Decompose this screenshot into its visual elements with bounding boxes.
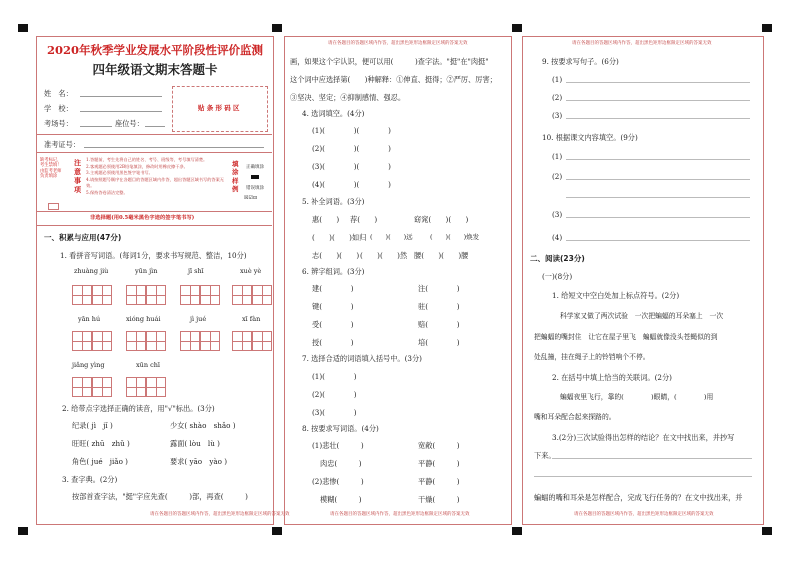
registration-mark: [18, 24, 28, 32]
q6-blank[interactable]: 受( ): [312, 320, 354, 329]
bottom-notice: 请在各题目的答题区域内作答，超出黑色矩形边框限定区域的答案无效: [330, 512, 470, 517]
q6-blank[interactable]: 键( ): [312, 302, 354, 311]
note-line: 2.客观题必须使用2B铅笔填涂，修改时用橡皮擦干净。: [86, 163, 188, 169]
r3-prompt: 3.(2分)三次试验得出怎样的结论？在文中找出来，并抄写: [552, 433, 735, 442]
pinyin: xióng huái: [126, 315, 161, 323]
q6-prompt: 6. 辨字组词。(3分): [302, 267, 365, 276]
registration-mark: [18, 527, 28, 535]
bottom-notice: 请在各题目的答题区域内作答，超出黑色矩形边框限定区域的答案无效: [150, 512, 290, 517]
q2-item[interactable]: 少女( shào shǎo ): [170, 421, 236, 430]
q5-blank[interactable]: 荐( ): [350, 215, 378, 224]
divider: [36, 225, 272, 226]
top-notice: 请在各题目的答题区域内作答，超出黑色矩形边框限定区域的答案无效: [328, 41, 468, 46]
q3-continued: ③坚决、坚定；④抑制感情、强忍。: [290, 93, 406, 102]
q7-prompt: 7. 选择合适的词语填入括号中。(3分): [302, 354, 422, 363]
writing-grid[interactable]: [252, 331, 272, 351]
registration-mark: [762, 24, 772, 32]
barcode-label: 贴 条 形 码 区: [198, 104, 240, 112]
registration-mark: [512, 24, 522, 32]
notes-label: 注意事项: [74, 158, 81, 195]
q4-prompt: 4. 选词填空。(4分): [302, 109, 365, 118]
q7-blank[interactable]: (1)( ): [312, 372, 357, 381]
q2-item[interactable]: 角色( jué jiǎo ): [72, 457, 128, 466]
note-line: 1.答题前，考生先将自己的姓名、考号、班级等，考号填写清楚。: [86, 157, 208, 162]
writing-grid[interactable]: [92, 285, 112, 305]
registration-mark: [512, 527, 522, 535]
wrong-fill-label: 错误填涂: [246, 186, 264, 191]
writing-grid[interactable]: [232, 285, 252, 305]
q7-blank[interactable]: (2)( ): [312, 390, 357, 399]
reading-part1: (一)(8分): [542, 272, 573, 281]
passage-line[interactable]: 蝙蝠夜里飞行，靠的( )眼睛，( )用: [560, 393, 714, 401]
q5-blank[interactable]: 惠( ): [312, 215, 340, 224]
note-line: 5.保持答卷清洁完整。: [86, 189, 128, 195]
q6-blank[interactable]: 注( ): [418, 284, 460, 293]
name-label: 姓 名：: [44, 89, 73, 98]
q8-blank[interactable]: (2)悲惨( ): [312, 477, 364, 486]
q8-blank[interactable]: 宽敞( ): [418, 441, 460, 450]
passage-line: 科学家又做了两次试验 一次把蝙蝠的耳朵塞上 一次: [560, 312, 724, 320]
r1-prompt: 1. 给短文中空白处加上标点符号。(2分): [552, 291, 680, 300]
q3-prompt: 3. 查字典。(2分): [62, 475, 118, 484]
q8-blank[interactable]: 模糊( ): [320, 495, 362, 504]
q6-blank[interactable]: 培( ): [418, 338, 460, 347]
pinyin: yān hú: [78, 315, 101, 323]
sheet-title: 四年级语文期末答题卡: [92, 62, 218, 77]
section-accumulation: 一、积累与应用(47分): [44, 233, 122, 242]
answer-index: (4): [552, 233, 563, 242]
answer-index: (2): [552, 172, 563, 181]
q6-blank[interactable]: 驻( ): [418, 302, 460, 311]
q3-continued: 画，如果这个字认识，便可以用( )查字法。"挺"在"肉挺": [290, 57, 489, 66]
section-reading: 二、阅读(23分): [530, 254, 585, 263]
answer-line[interactable]: [566, 82, 750, 83]
notes-list: [86, 157, 226, 196]
r4-prompt: 蝙蝠的嘴和耳朵是怎样配合，完成飞行任务的？在文中找出来，并: [534, 493, 743, 502]
writing-grid[interactable]: [126, 331, 146, 351]
ticket-field[interactable]: [84, 147, 264, 148]
answer-index: (3): [552, 210, 563, 219]
q8-blank[interactable]: 平静( ): [418, 459, 460, 468]
q10-prompt: 10. 根据课文内容填空。(9分): [542, 133, 638, 142]
q8-blank[interactable]: 干燥( ): [418, 495, 460, 504]
answer-line[interactable]: [566, 118, 750, 119]
q8-blank[interactable]: (1)悲壮( ): [312, 441, 364, 450]
bottom-notice: 请在各题目的答题区域内作答，超出黑色矩形边框限定区域的答案无效: [574, 512, 714, 517]
non-choice-banner: 非选择题(用0.5毫米黑色字迹的签字笔书写): [90, 215, 195, 221]
writing-grid[interactable]: [72, 331, 92, 351]
pinyin: xūn chī: [136, 361, 161, 369]
q2-item[interactable]: 要求( yāo yào ): [170, 457, 228, 466]
pinyin: jī shī: [188, 267, 204, 275]
q8-blank[interactable]: 肉忠( ): [320, 459, 362, 468]
answer-line[interactable]: [534, 476, 752, 477]
answer-line[interactable]: [566, 179, 750, 180]
q4-blank[interactable]: (1)( )( ): [312, 126, 391, 135]
r3-prompt-cont: 下来。: [534, 451, 556, 460]
q5-blank[interactable]: 腰( )( )腰: [414, 251, 469, 260]
q3-continued: 这个词中应选择第( )种解释：①伸直、挺得；②严厉、厉害；: [290, 75, 497, 84]
pinyin: xuè yè: [240, 267, 262, 275]
q8-blank[interactable]: 平静( ): [418, 477, 460, 486]
exam-title: 2020年秋季学业发展水平阶段性评价监测: [46, 43, 263, 57]
pinyin: jì jué: [190, 315, 207, 323]
writing-grid[interactable]: [72, 377, 92, 397]
divider: [36, 134, 272, 135]
q1-prompt: 1. 看拼音写词语。(每词1分，要求书写规范、整洁，10分): [60, 251, 247, 260]
name-field[interactable]: [80, 96, 162, 97]
q6-blank[interactable]: 授( ): [312, 338, 354, 347]
q5-blank[interactable]: 窈窕( )( ): [414, 215, 469, 224]
passage-line: 把蝙蝠的嘴封住 让它在屋子里飞 蝙蝠就像没头苍蝇似的到: [534, 333, 718, 341]
q5-blank[interactable]: ( )( )远: [370, 233, 413, 241]
answer-line[interactable]: [566, 197, 750, 198]
answer-line[interactable]: [566, 217, 750, 218]
ticket-label: 准考证号：: [44, 140, 80, 149]
school-label: 学 校：: [44, 104, 73, 113]
r2-prompt: 2. 在括号中填上恰当的关联词。(2分): [552, 373, 672, 382]
writing-grid[interactable]: [146, 331, 166, 351]
q5-prompt: 5. 补全词语。(3分): [302, 197, 365, 206]
registration-mark: [272, 527, 282, 535]
passage-line: 嘴和耳朵配合起来探路的。: [534, 413, 616, 421]
q5-blank[interactable]: 志( )( ): [312, 251, 360, 260]
writing-grid[interactable]: [146, 377, 166, 397]
q2-item[interactable]: 旺旺( zhū zhǔ ): [72, 439, 130, 448]
passage-line: 处乱撞，挂在绳子上的铃铛响个不停。: [534, 353, 650, 361]
q2-prompt: 2. 给带点字选择正确的读音，用"√"标出。(3分): [62, 404, 215, 413]
writing-grid[interactable]: [200, 331, 220, 351]
pinyin: jiǎng yìng: [72, 361, 105, 369]
answer-line[interactable]: [566, 159, 750, 160]
wrong-fill-sample: ☒☑⊡: [244, 195, 258, 201]
divider: [36, 211, 272, 212]
answer-line[interactable]: [566, 240, 750, 241]
writing-grid[interactable]: [200, 285, 220, 305]
q4-blank[interactable]: (4)( )( ): [312, 180, 391, 189]
divider: [36, 152, 272, 153]
answer-index: (2): [552, 93, 563, 102]
q8-prompt: 8. 按要求写词语。(4分): [302, 424, 379, 433]
q5-blank[interactable]: ( )( )然: [360, 251, 408, 260]
q6-blank[interactable]: 赔( ): [418, 320, 460, 329]
pinyin: xī fàn: [242, 315, 261, 323]
writing-grid[interactable]: [232, 331, 252, 351]
q5-blank[interactable]: ( )( )如归: [312, 233, 367, 242]
exam-room-label: 考场号：: [44, 119, 73, 128]
q9-prompt: 9. 按要求写句子。(6分): [542, 57, 619, 66]
correct-fill-sample: [251, 175, 259, 179]
absent-warning: 缺考标记，考生禁填！由监考老师负责填涂: [40, 158, 62, 180]
answer-index: (1): [552, 75, 563, 84]
answer-index: (1): [552, 152, 563, 161]
answer-line[interactable]: [552, 458, 752, 459]
q2-item[interactable]: 露面( lòu lù ): [170, 439, 220, 448]
seat-label: 座位号：: [115, 119, 144, 128]
q3-text[interactable]: 按部首查字法，"挺"字应先查( )部，再查( ): [72, 492, 248, 501]
writing-grid[interactable]: [92, 377, 112, 397]
absent-checkbox[interactable]: [48, 203, 59, 210]
answer-index: (3): [552, 111, 563, 120]
correct-fill-label: 正确填涂: [246, 165, 264, 170]
top-notice: 请在各题目的答题区域内作答，超出黑色矩形边框限定区域的答案无效: [572, 41, 712, 46]
writing-grid[interactable]: [72, 285, 92, 305]
registration-mark: [272, 24, 282, 32]
q7-blank[interactable]: (3)( ): [312, 408, 357, 417]
writing-grid[interactable]: [126, 377, 146, 397]
exam-room-field[interactable]: [80, 126, 112, 127]
writing-grid[interactable]: [252, 285, 272, 305]
q6-blank[interactable]: 建( ): [312, 284, 354, 293]
writing-grid[interactable]: [146, 285, 166, 305]
q2-item[interactable]: 纪录( jì jǐ ): [72, 421, 113, 430]
seat-field[interactable]: [145, 126, 165, 127]
writing-grid[interactable]: [92, 331, 112, 351]
note-line: 4.请按照题号顺序在各题目的答题区域内作答，超出答题区域书写的答案无效。: [86, 176, 224, 188]
answer-line[interactable]: [566, 100, 750, 101]
note-line: 3.主观题必须使用黑色签字笔书写。: [86, 170, 153, 175]
q4-blank[interactable]: (3)( )( ): [312, 162, 391, 171]
registration-mark: [762, 527, 772, 535]
writing-grid[interactable]: [180, 331, 200, 351]
q5-blank[interactable]: ( )( )焕发: [430, 233, 480, 241]
school-field[interactable]: [80, 111, 162, 112]
pinyin: zhuàng jiù: [74, 267, 109, 275]
writing-grid[interactable]: [180, 285, 200, 305]
writing-grid[interactable]: [126, 285, 146, 305]
fill-sample-label: 填涂样例: [232, 160, 239, 194]
q4-blank[interactable]: (2)( )( ): [312, 144, 391, 153]
pinyin: yūn jìn: [135, 267, 158, 275]
